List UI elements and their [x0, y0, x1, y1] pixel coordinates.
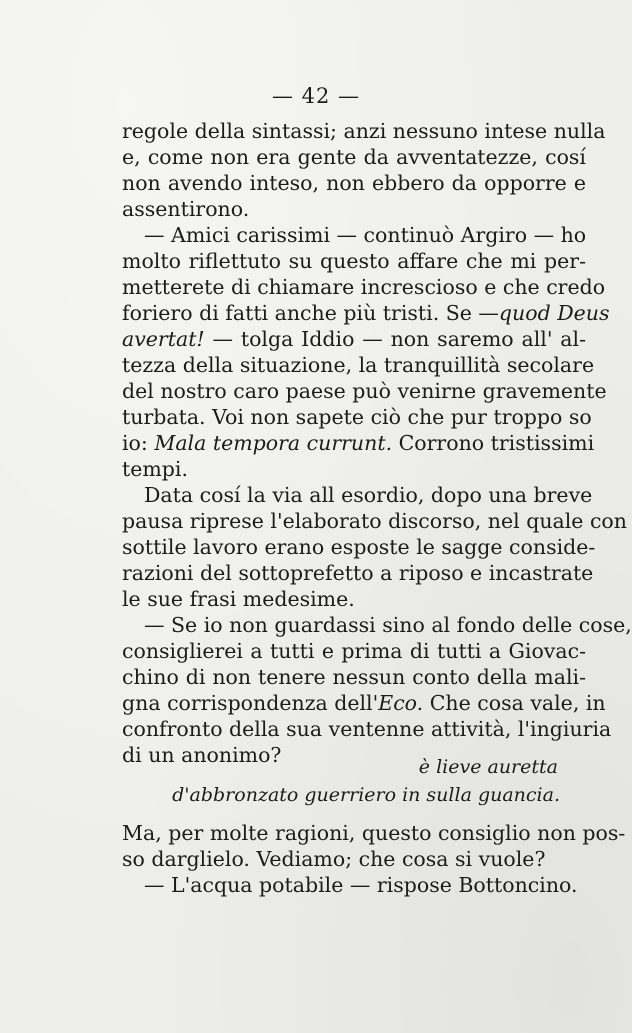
- text-line: — Se io non guardassi sino al fondo delle cose,: [144, 613, 632, 637]
- verse-quote: [122, 754, 586, 808]
- text-line: metterete di chiamare increscioso e che credo: [122, 275, 606, 299]
- paragraph-4: [122, 612, 632, 768]
- verse-line: è lieve auretta: [418, 756, 558, 778]
- text-run: foriero di fatti anche più tristi. Se —: [122, 301, 499, 325]
- text-line: confronto della sua ventenne attività, l'ingiuria: [122, 717, 612, 741]
- text-line: chino di non tenere nessun conto della mali-: [122, 665, 586, 689]
- text-run: Corrono tristissimi: [392, 431, 595, 455]
- text-line: [122, 430, 595, 456]
- paragraph-3: [122, 482, 627, 612]
- text-line: razioni del sottoprefetto a riposo e incastrate: [122, 561, 594, 585]
- italic-text: Eco.: [378, 691, 424, 715]
- text-run: Che cosa vale, in: [423, 691, 606, 715]
- paragraph-1: [122, 118, 606, 222]
- text-line: Ma, per molte ragioni, questo consiglio non pos-: [122, 821, 626, 845]
- text-line: [122, 326, 586, 352]
- text-run: — tolga Iddio — non saremo all' al-: [204, 327, 586, 351]
- text-line: [122, 690, 606, 716]
- italic-text: quod Deus: [498, 301, 610, 325]
- text-line: turbata. Voi non sapete ciò che pur troppo so: [122, 405, 592, 429]
- italic-text: avertat!: [122, 327, 205, 351]
- text-line: tempi.: [122, 457, 189, 481]
- text-line: del nostro caro paese può venirne gravemente: [122, 379, 607, 403]
- text-run: io:: [122, 431, 155, 455]
- text-run: gna corrispondenza dell': [122, 691, 379, 715]
- text-line: tezza della situazione, la tranquillità secolare: [122, 353, 595, 377]
- text-line: — L'acqua potabile — rispose Bottoncino.: [144, 873, 578, 897]
- text-line: e, come non era gente da avventatezze, cosí: [122, 145, 586, 169]
- paragraph-2: [122, 222, 610, 482]
- text-line: consiglierei a tutti e prima di tutti a Giovac-: [122, 639, 586, 663]
- text-line: le sue frasi medesime.: [122, 587, 355, 611]
- page-number: — 42 —: [271, 84, 361, 108]
- text-line: Data cosí la via all esordio, dopo una breve: [144, 483, 593, 507]
- text-line: assentirono.: [122, 197, 250, 221]
- text-line: sottile lavoro erano esposte le sagge conside-: [122, 535, 596, 559]
- text-line: molto riflettuto su questo affare che mi per-: [122, 249, 586, 273]
- text-line: regole della sintassi; anzi nessuno intese nulla: [122, 119, 606, 143]
- verse-line: d'abbronzato guerriero in sulla guancia.: [172, 784, 560, 806]
- paragraph-5: [122, 820, 626, 898]
- text-line: di un anonimo?: [122, 743, 282, 767]
- text-line: — Amici carissimi — continuò Argiro — ho: [144, 223, 587, 247]
- text-line: non avendo inteso, non ebbero da opporre e: [122, 171, 586, 195]
- text-line: so darglielo. Vediamo; che cosa si vuole?: [122, 847, 546, 871]
- text-line: pausa riprese l'elaborato discorso, nel quale con: [122, 509, 627, 533]
- text-line: [122, 300, 610, 326]
- italic-text: Mala tempora currunt.: [154, 431, 393, 455]
